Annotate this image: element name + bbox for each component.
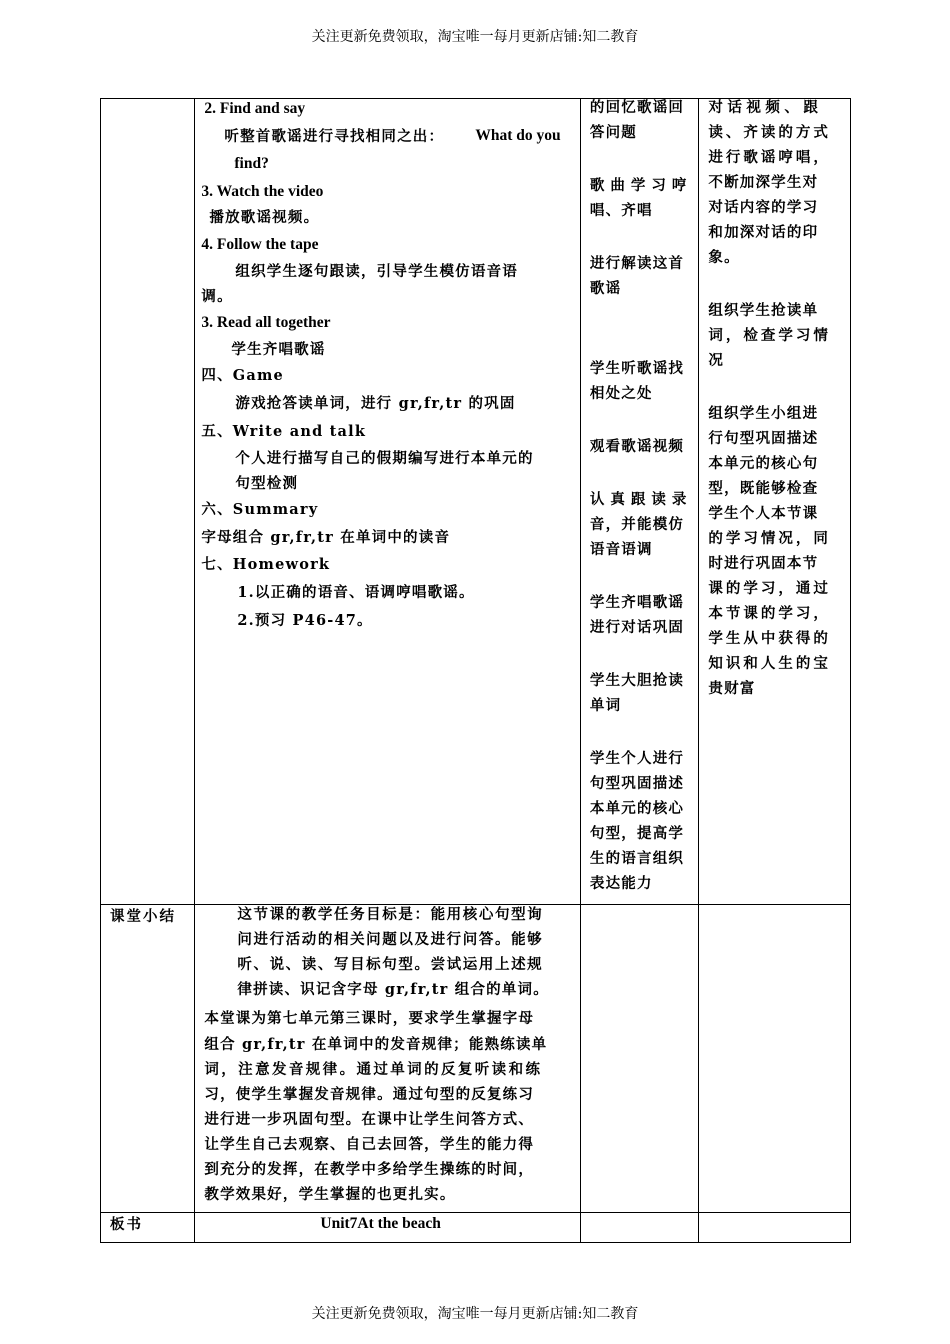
intent-line: 行句型巩固描述 [708, 430, 819, 447]
activity-line: 进行对话巩固 [589, 619, 685, 636]
process-line: 个人进行描写自己的假期编写进行本单元的 [235, 450, 534, 467]
design-intent-cell [699, 99, 851, 905]
process-line: 字母组合 gr,fr,tr 在单词中的读音 [201, 529, 451, 546]
table-row [101, 905, 851, 1213]
table-row [101, 99, 851, 905]
intent-line: 学生从中获得的 [708, 630, 831, 647]
summary-line: 到充分的发挥，在教学中多给学生操练的时间， [204, 1161, 535, 1178]
summary-line: 教学效果好，学生掌握的也更扎实。 [204, 1186, 456, 1203]
intent-line: 读、齐读的方式 [708, 124, 831, 141]
activity-line: 歌曲学习哼 [589, 177, 693, 194]
empty-cell [699, 905, 851, 1213]
summary-line: 进行进一步巩固句型。在课中让学生问答方式、 [204, 1111, 535, 1128]
intent-line: 知识和人生的宝 [708, 655, 831, 672]
board-label-cell [101, 1213, 195, 1243]
process-line: 学生齐唱歌谣 [231, 341, 326, 358]
process-line: find? [234, 155, 269, 172]
intent-line: 词，检查学习情 [708, 327, 831, 344]
activity-line: 答问题 [589, 124, 638, 141]
activity-line: 相处之处 [589, 385, 653, 402]
intent-line: 进行歌谣哼唱， [708, 149, 831, 166]
activity-line: 进行解读这首 [589, 255, 685, 272]
summary-line: 词，注意发音规律。通过单词的反复听读和练 [204, 1061, 543, 1078]
intent-line: 本单元的核心句 [708, 455, 819, 472]
summary-line: 律拼读、识记含字母 gr,fr,tr 组合的单词。 [237, 981, 549, 998]
step-summary: 六、Summary [201, 501, 319, 518]
summary-content-cell [195, 905, 581, 1213]
intent-line: 和加深对话的印 [708, 224, 819, 241]
page-footer: 关注更新免费领取，淘宝唯一每月更新店铺:知二教育 [311, 1306, 639, 1322]
teaching-process-cell [195, 99, 581, 905]
summary-label: 课堂小结 [110, 908, 176, 925]
summary-line: 组合 gr,fr,tr 在单词中的发音规律；能熟练读单 [204, 1036, 548, 1053]
activity-line: 唱、齐唱 [589, 202, 653, 219]
activity-line: 音，并能模仿 [589, 516, 685, 533]
table-row [101, 1213, 851, 1243]
board-content-cell [195, 1213, 581, 1243]
summary-label-cell [101, 905, 195, 1213]
intent-line: 本节课的学习， [708, 605, 831, 622]
intent-line: 的学习情况，同 [708, 530, 831, 547]
activity-line: 语音语调 [589, 541, 653, 558]
summary-line: 这节课的教学任务目标是：能用核心句型询 [237, 906, 544, 923]
empty-cell [580, 905, 698, 1213]
intent-line: 对话内容的学习 [708, 199, 819, 216]
activity-line: 单词 [589, 697, 622, 714]
summary-line: 习，使学生掌握发音规律。通过句型的反复练习 [204, 1086, 535, 1103]
step-game: 四、Game [201, 367, 284, 384]
intent-line: 组织学生抢读单 [708, 302, 819, 319]
activity-line: 学生个人进行 [589, 750, 685, 767]
activity-line: 学生大胆抢读 [589, 672, 685, 689]
page-header: 关注更新免费领取，淘宝唯一每月更新店铺:知二教育 [311, 29, 639, 45]
student-activity-cell [580, 99, 698, 905]
process-line: 调。 [201, 288, 233, 305]
process-line: 播放歌谣视频。 [209, 209, 320, 226]
summary-line: 听、说、读、写目标句型。尝试运用上述规 [237, 956, 544, 973]
summary-line: 问进行活动的相关问题以及进行问答。能够 [237, 931, 544, 948]
process-line: 听整首歌谣进行寻找相同之出： [224, 128, 445, 145]
activity-line: 的回忆歌谣回 [589, 99, 685, 116]
summary-line: 本堂课为第七单元第三课时，要求学生掌握字母 [204, 1010, 535, 1027]
homework-item: 1.以正确的语音、语调哼唱歌谣。 [237, 584, 475, 601]
process-line: What do you [475, 127, 561, 144]
activity-line: 本单元的核心 [589, 800, 685, 817]
activity-line: 观看歌谣视频 [589, 438, 685, 455]
intent-line: 型，既能够检查 [708, 480, 819, 497]
intent-line: 课的学习，通过 [708, 580, 831, 597]
activity-line: 表达能力 [589, 875, 653, 892]
step-find-and-say: 2. Find and say [204, 100, 306, 117]
step-follow-tape: 4. Follow the tape [201, 236, 319, 253]
lesson-plan-table [100, 98, 851, 1243]
intent-line: 学生个人本节课 [708, 505, 819, 522]
process-line: 句型检测 [235, 475, 299, 492]
intent-line: 组织学生小组进 [708, 405, 819, 422]
step-watch-video: 3. Watch the video [201, 183, 324, 200]
activity-line: 认真跟读录 [589, 491, 693, 508]
process-line: 组织学生逐句跟读，引导学生模仿语音语 [235, 263, 518, 280]
process-line: 游戏抢答读单词，进行 gr,fr,tr 的巩固 [235, 395, 516, 412]
empty-cell [699, 1213, 851, 1243]
intent-line: 象。 [708, 249, 740, 266]
row-label-cell-empty [101, 99, 195, 905]
step-homework: 七、Homework [201, 556, 331, 573]
intent-line: 不断加深学生对 [708, 174, 819, 191]
board-title: Unit7At the beach [320, 1215, 441, 1232]
activity-line: 生的语言组织 [589, 850, 685, 867]
activity-line: 学生齐唱歌谣 [589, 594, 685, 611]
activity-line: 歌谣 [589, 280, 622, 297]
step-read-all-together: 3. Read all together [201, 314, 331, 331]
intent-line: 况 [708, 352, 725, 369]
intent-line: 贵财富 [708, 680, 756, 697]
intent-line: 对话视频、跟 [708, 99, 823, 116]
activity-line: 句型巩固描述 [589, 775, 685, 792]
empty-cell [580, 1213, 698, 1243]
step-write-and-talk: 五、Write and talk [201, 423, 367, 440]
intent-line: 时进行巩固本节 [708, 555, 819, 572]
homework-item: 2.预习 P46-47。 [237, 612, 373, 629]
activity-line: 学生听歌谣找 [589, 360, 685, 377]
activity-line: 句型，提高学 [589, 825, 685, 842]
summary-line: 让学生自己去观察、自己去回答，学生的能力得 [204, 1136, 535, 1153]
board-label: 板书 [110, 1216, 143, 1233]
